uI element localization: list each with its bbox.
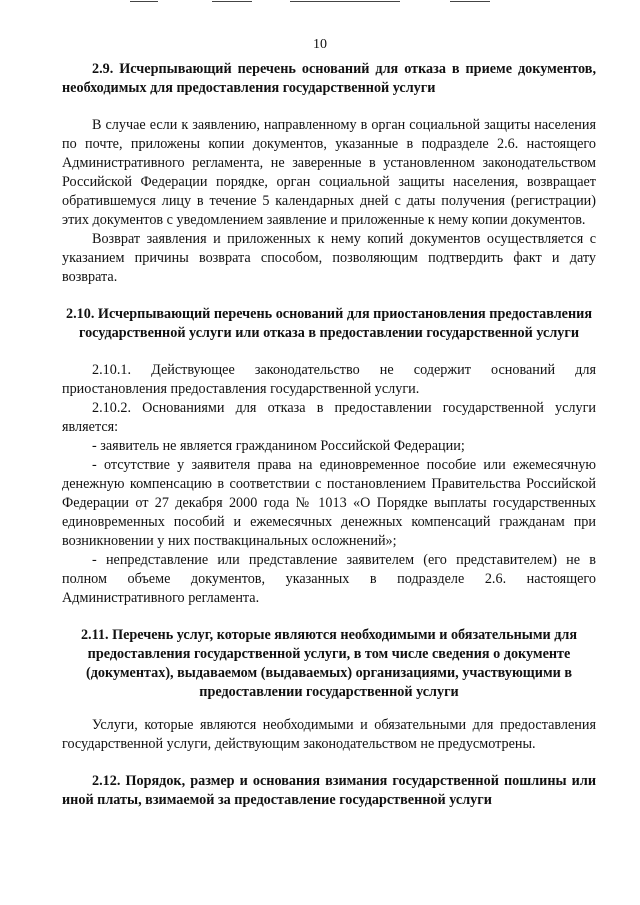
- document-body: [62, 60, 596, 810]
- section-heading: 2.12. Порядок, размер и основания взимания государственной пошлины или иной платы, взимаемой за предоставление государственной услуги: [62, 773, 596, 808]
- section-2-11: [62, 626, 596, 754]
- section-heading: 2.10. Исчерпывающий перечень оснований для приостановления предоставления государственной услуги или отказа в предоставлении государственной услуги: [65, 306, 593, 341]
- section-heading: 2.9. Исчерпывающий перечень оснований для отказа в приеме документов, необходимых для предоставления государственной услуги: [62, 61, 596, 96]
- paragraph: Возврат заявления и приложенных к нему копий документов осуществляется с указанием причины возврата способом, позволяющим подтвердить факт и дату возврата.: [62, 231, 596, 285]
- paragraph: 2.10.1. Действующее законодательство не содержит оснований для приостановления предоставления государственной услуги.: [62, 362, 596, 397]
- list-item: - заявитель не является гражданином Российской Федерации;: [92, 438, 465, 454]
- list-item: - непредставление или представление заявителем (его представителем) не в полном объеме документов, указанных в подразделе 2.6. настоящего Административного регламента.: [62, 552, 596, 606]
- paragraph: 2.10.2. Основаниями для отказа в предоставлении государственной услуги является:: [62, 400, 596, 435]
- section-2-9: [62, 60, 596, 287]
- paragraph: В случае если к заявлению, направленному в орган социальной защиты населения по почте, приложены копии документов, указанные в подразделе 2.6. настоящего Административного регламента, не заверенные в установленном законодательством Российской Федерации порядке, орган социальной защиты населения, возвращает обратившемуся лицу в течение 5 календарных дней с даты получения (регистрации) этих документов с уведомлением заявление и приложенные к нему копии документов.: [62, 117, 596, 228]
- page-number: 10: [313, 37, 327, 52]
- section-heading: 2.11. Перечень услуг, которые являются необходимыми и обязательными для предоставления государственной услуги, в том числе сведения о документе (документах), выдаваемом (выдаваемых) организациями, участвующими в предоставлении государственной услуги: [80, 627, 578, 700]
- list-item: - отсутствие у заявителя права на единовременное пособие или ежемесячную денежную компенсацию в соответствии с постановлением Правительства Российской Федерации от 27 декабря 2000 года № 1013 «О Порядке выплаты государственных единовременных пособий и ежемесячных денежных компенсаций гражданам при возникновении у них поствакцинальных осложнений»;: [62, 457, 596, 549]
- section-2-10: [62, 305, 596, 608]
- paragraph: Услуги, которые являются необходимыми и обязательными для предоставления государственной услуги, действующим законодательством не предусмотрены.: [62, 717, 596, 752]
- top-edge-marks: [0, 0, 640, 6]
- section-2-12: [62, 772, 596, 810]
